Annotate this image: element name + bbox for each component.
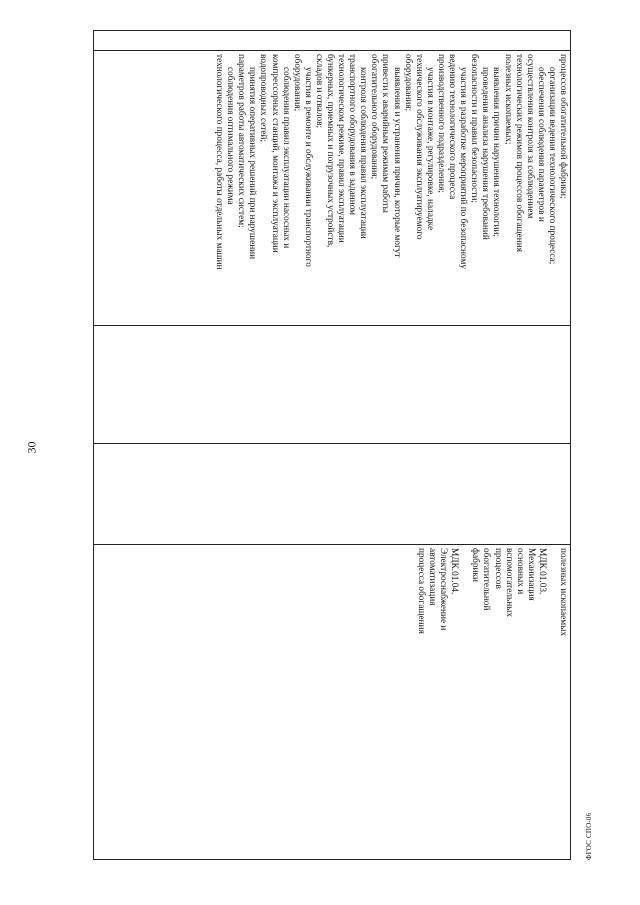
- skill-line: компрессорных станций, монтажа и эксплуатации: [269, 54, 280, 253]
- skill-line: производственного подразделения;: [435, 54, 446, 193]
- modules-list: [415, 545, 570, 859]
- skill-line: участия в разработке мероприятий по безопасному: [458, 67, 469, 269]
- module-line: автоматизация: [427, 548, 438, 606]
- module-line: процесса обогащения: [415, 548, 426, 634]
- skill-line: контроля соблюдения правил эксплуатации: [358, 67, 369, 239]
- skill-line: ведению технологического процесса: [447, 54, 458, 200]
- module-line: фабрики: [470, 548, 481, 582]
- skill-line: участия в монтаже, регулировке, наладке: [424, 67, 435, 231]
- module-line: вспомогательных: [503, 548, 514, 618]
- table-col-content: [94, 51, 571, 326]
- skill-line: привести к аварийным режимам работы: [380, 54, 391, 213]
- skill-line: участия в ремонте и обслуживании транспортного: [302, 67, 313, 267]
- skill-line: технологическом режиме, правил эксплуатации: [336, 54, 347, 243]
- skill-line: соблюдения правил эксплуатации насосных и: [280, 67, 291, 249]
- competency-table: [93, 30, 571, 859]
- skill-line: осуществления контроля за соблюдением: [524, 54, 535, 219]
- skill-line: оборудования;: [402, 54, 413, 112]
- skill-line: технического обслуживания эксплуатируемого: [413, 54, 424, 240]
- skill-line: складов и отвалов;: [313, 54, 324, 129]
- module-line: МДК.01.04.: [449, 548, 460, 595]
- module-line: полезных ископаемых: [558, 548, 568, 637]
- skill-line: полезных ископаемых;: [502, 54, 513, 145]
- table-col-blank: [94, 31, 571, 51]
- skill-line: проведения анализа нарушения требований: [480, 67, 491, 240]
- module-line: Механизация: [525, 548, 536, 601]
- skill-line: водопроводных сетей;: [258, 54, 269, 143]
- skill-line: организации ведения технологического процесса;: [546, 67, 557, 265]
- table-grid: [93, 30, 571, 860]
- skill-line: транспортного оборудования в заданном: [347, 54, 358, 216]
- block-gap: [547, 548, 557, 856]
- skill-line: процессов обогатительной фабрики;: [558, 54, 568, 199]
- skill-line: выявления причин нарушения технологии;: [491, 67, 502, 238]
- module-line: основных и: [514, 548, 525, 595]
- module-line: Электроснабжение и: [438, 548, 449, 631]
- table-col-empty-a: [94, 326, 571, 444]
- skill-line: выявления и устранения причин, которые могут: [391, 67, 402, 258]
- module-line: МДК.01.03.: [536, 548, 547, 595]
- skill-line: параметров работы автоматических систем;: [236, 54, 247, 228]
- skill-line: принятия оперативных решений при нарушении: [247, 67, 258, 260]
- skill-line: обеспечения соблюдения параметров и: [535, 67, 546, 222]
- skill-line: технологического процесса, работы отдельных машин: [214, 54, 225, 270]
- page-number: 30: [24, 441, 39, 454]
- skill-line: соблюдения оптимального режима: [225, 67, 236, 205]
- skill-line: оборудования;: [291, 54, 302, 112]
- module-line: процессов: [492, 548, 503, 589]
- module-line: обогатительной: [481, 548, 492, 611]
- skill-line: технологических режимов процессов обогащения: [513, 54, 524, 253]
- table-col-empty-b: [94, 444, 571, 545]
- skills-list: [213, 51, 570, 325]
- skill-line: безопасности и правил безопасности;: [469, 54, 480, 204]
- skill-line: обогатительного оборудования;: [369, 54, 380, 180]
- footer-mark: ФГОС СПО-06: [585, 812, 593, 860]
- block-gap: [459, 548, 469, 856]
- skill-line: бункерных, приемных и погрузочных устройств,: [325, 54, 336, 248]
- table-col-modules: [94, 545, 571, 860]
